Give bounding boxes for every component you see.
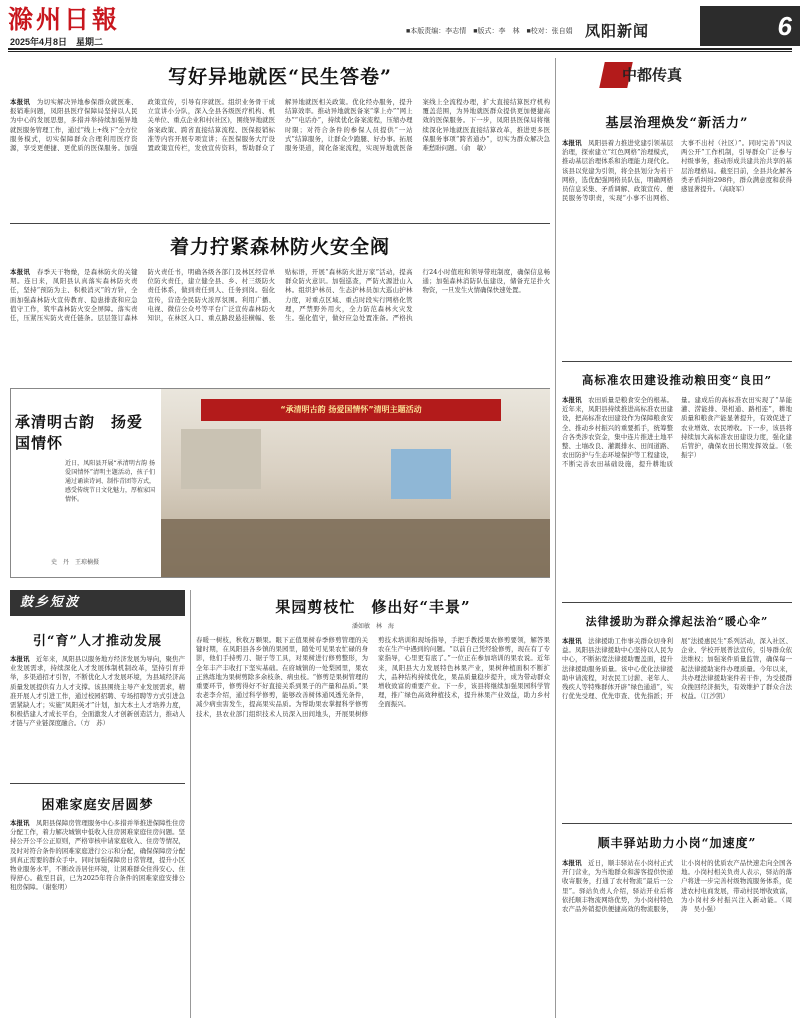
article-lead: 本报讯 [562, 396, 582, 404]
column-divider [555, 58, 556, 1018]
article-text: 法律援助工作事关群众切身利益。凤阳县法律援助中心坚持以人民为中心，不断拓宽法律援助覆盖面，提升法律援助服务质量。该中心优化法律援助申请流程，对农民工讨薪、老年人、残疾人等特殊群体开辟“绿色通道”，实行优先受理、优先审查、优先指派；开展“法援惠民生”系列活动，深入社区、企业、学校开展普法宣传，引导群众依法维权；加强案件质量监管，确保每一起法律援助案件办理质量。今年以来，共办理法律援助案件若干件，为受援群众挽回经济损失，有效维护了群众合法权益。 [562, 637, 792, 701]
issue-date: 2025年4月8日 星期二 [10, 37, 104, 47]
section-rule [10, 223, 550, 224]
article-text: 春季天干物燥，是森林防火的关键期。连日来，凤阳县认真落实森林防火责任，坚持“预防为主、积极消灭”的方针，全面加强森林防火宣传教育、隐患排查和应急值守工作，筑牢森林防火安全屏障。落实责任，压紧压实防火责任链条。层层签订森林防火责任书，明确各级各部门及林区经营单位防火责任，建立健全县、乡、村三级防火责任体系，做到责任到人、任务到岗。强化宣传，营造全民防火浓厚氛围。利用广播、电视、微信公众号等平台广泛宣传森林防火知识，在林区入口、重点路段悬挂横幅、张贴标语，开展“森林防火进万家”活动，提高群众防火意识。加强巡查，严防火源进山入林。组织护林员、生态护林员加大巡山护林力度，对重点区域、重点时段实行网格化管理，严禁野外用火，全力防范森林火灾发生。强化值守，做好应急处置准备。严格执行24小时值班和领导带班制度，确保信息畅通；加强森林消防队伍建设，储备充足扑火物资，一旦发生火情确保快速处置。 [10, 268, 550, 323]
photo-credit: 史 丹 王琼楠摄 [51, 559, 100, 566]
newspaper-logo: 滁州日報 [8, 5, 121, 34]
article-text: 凤阳县着力推进党建引领基层治理，探索建立“红色网格”治理模式，推动基层治理体系和治理能力现代化。该县以党建为引领，将全县划分为若干网格，选优配强网格员队伍，明确网格员信息采集、矛盾调解、政策宣传、便民服务等职责，实现“小事不出网格、大事不出村（社区）”。同时完善“四议两公开”工作机制，引导群众广泛参与村级事务，推动形成共建共治共享的基层治理格局。截至目前，全县共化解各类矛盾纠纷298件，群众满意度和获得感显著提升。 [562, 139, 792, 203]
section-title: 凤阳新闻 [585, 22, 650, 40]
article-remote-medical [10, 64, 550, 238]
article-orchard [196, 596, 550, 1024]
photo-feature-title: 承清明古韵 扬爱国情怀 [15, 413, 144, 452]
activity-photo [161, 389, 550, 577]
activity-banner-sign: “承清明古韵 扬爱国情怀”清明主题活动 [201, 399, 501, 421]
article-text: 农田质量是粮食安全的根基。近年来，凤阳县持续推进高标准农田建设，把高标准农田建设作为保障粮食安全、推动乡村振兴的重要抓手，统筹整合各类涉农资金，集中连片推进土地平整、土壤改良、灌溉排水、田间道路、农田防护与生态环境保护等工程建设，不断完善农田基础设施，提升耕地质量。建成后的高标准农田实现了“旱能灌、涝能排、渠相通、路相连”，耕地质量和粮食产能显著提升，有效促进了农业增效、农民增收。下一步，该县将持续加大高标准农田建设力度，强化建后管护，确保农田长期发挥效益。 [562, 396, 792, 469]
right-column [562, 58, 799, 974]
article-title: 困难家庭安居圆梦 [41, 798, 154, 813]
section-rule [562, 361, 792, 362]
photo-caption-panel [11, 389, 161, 577]
article-title: 着力拧紧森林防火安全阀 [169, 236, 390, 258]
photo-caption: 近日，凤阳县开展“承清明古韵 扬爱国情怀”清明主题活动，孩子们通过诵读诗词、制作青团等方式，感受传统节日文化魅力，厚植家国情怀。 [65, 460, 156, 503]
section-rule [562, 823, 792, 824]
section-rule [10, 783, 185, 784]
article-text: 春暖一树枝，秋收万颗果。眼下正值果树春季修剪管理的关键时期，在凤阳县各乡镇的果园里，随处可见果农忙碌的身影，他们手持剪刀、锯子等工具，对果树进行修剪整形，为全年丰产丰收打下坚实基础。在府城镇的一处梨园里，果农正熟练地为果树剪除多余枝条、病虫枝。“修剪是果树管理的重要环节，修剪得好不好直接关系到果子的产量和品质。”果农老李介绍，通过科学修剪，能够改善树体通风透光条件，减少病虫害发生，提高果实品质。为帮助果农掌握科学修剪技术，县农业部门组织技术人员深入田间地头，开展果树修剪技术培训和现场指导，手把手教授果农修剪要领，解答果农在生产中遇到的问题。“以前自己凭经验修剪，现在有了专家指导，心里更有底了。”一位正在参加培训的果农说。近年来，凤阳县大力发展特色林果产业，果树种植面积不断扩大，品种结构持续优化，果品质量稳步提升，成为带动群众增收致富的重要产业。下一步，该县将继续加强果园科学管理，推广绿色高效种植技术，提升林果产业效益，助力乡村全面振兴。 [196, 636, 550, 718]
masthead-rule [8, 48, 792, 50]
article-byline: 潘如敏 林 海 [351, 623, 394, 630]
children-group [161, 519, 550, 577]
article-farmland [562, 396, 792, 596]
brief-news-column [10, 590, 185, 994]
article-title: 引“育”人才推动发展 [33, 634, 162, 649]
zhongdu-header [562, 58, 792, 92]
article-lead: 本报讯 [562, 637, 582, 645]
article-lead: 本报讯 [562, 139, 582, 147]
article-credit: （谢张明） [41, 883, 71, 892]
article-credit: （江沙凯） [700, 692, 729, 701]
column-divider [190, 590, 191, 1018]
article-housing [10, 819, 185, 994]
section-rule [562, 602, 792, 603]
article-lead: 本报讯 [10, 98, 31, 106]
article-governance [562, 139, 792, 353]
article-text: 近日，顺丰驿站在小岗村正式开门营业，为当地群众和游客提供快递收寄服务，打通了农村物流“最后一公里”。驿站负责人介绍，驿站开业后将依托顺丰物流网络优势，为小岗村特色农产品外销提供便捷高效的物流服务，让小岗村的优质农产品快速走向全国各地。小岗村相关负责人表示，驿站的落户将进一步完善村级物流服务体系，促进农村电商发展，带动村民增收致富，为小岗村乡村振兴注入新动能。 [562, 859, 792, 914]
article-courier [562, 859, 799, 974]
article-title: 法律援助为群众撑起法治“暖心伞” [585, 615, 769, 628]
page-number: 6 [700, 6, 800, 46]
article-forest-fire [10, 234, 550, 374]
article-lead: 本报讯 [10, 655, 30, 663]
article-title: 高标准农田建设推动粮田变“良田” [581, 373, 773, 387]
article-title: 写好异地就医“民生答卷” [168, 66, 392, 88]
wall-display [181, 429, 261, 489]
masthead [8, 6, 792, 46]
article-title: 果园剪枝忙 修出好“丰景” [275, 598, 471, 616]
article-text: 近年来，凤阳县以服务地方经济发展为导向，聚焦产业发展需求，持续深化人才发展体制机制改革，坚持引育并举，多渠道招才引智，不断优化人才发展环境，为县域经济高质量发展提供有力人才支撑。该县围绕主导产业发展需求，精准开展人才引进工作，通过校园招聘、专场招聘等方式引进急需紧缺人才；实施“凤阳英才”计划，加大本土人才培养力度，积极搭建人才成长平台，全面激发人才创新创造活力，推动人才链与产业链深度融合。 [10, 655, 186, 728]
article-title: 顺丰驿站助力小岗“加速度” [597, 836, 757, 850]
article-credit: （周 涛 吴小强） [681, 895, 799, 914]
article-title: 基层治理焕发“新活力” [605, 116, 749, 131]
editor-credits: ■本版责编：李志情 ■版式：李 林 ■校对：张自娟 [406, 28, 573, 35]
article-credit: （张振宇） [681, 442, 792, 460]
article-lead: 本报讯 [562, 859, 582, 867]
zhongdu-logo: 中都传真 [622, 66, 683, 84]
article-talent [10, 655, 185, 775]
article-lead: 本报讯 [10, 819, 30, 827]
poster-board [391, 449, 451, 499]
article-credit: （方 苏） [80, 719, 110, 728]
masthead-rule-thin [8, 51, 792, 52]
brief-news-logo: 鼓乡短波 [10, 590, 185, 616]
photo-feature [10, 388, 550, 578]
article-credit: （高晓军） [719, 185, 749, 194]
article-credit: （俞 敏） [460, 144, 490, 153]
article-text: 为切实解决异地参保群众就医难、报销难问题，凤阳县医疗保障局坚持以人民为中心的发展思想，多措并举持续加强异地就医服务管理工作，通过“线上+线下”全方位服务模式，切实保障群众合理利用医疗资源，享受更便捷、更优质的医保服务。加强政策宣传，引导有序就医。组织业务骨干成立宣讲小分队，深入全县各级医疗机构、机关单位、重点企业和村(社区)，围绕异地就医备案政策、跨省直接结算流程、医保报销标准等内容开展专项宣讲；在医保服务大厅设置政策宣传栏，发放宣传资料，帮助群众了解异地就医相关政策。优化经办服务，提升结算效率。推动异地就医备案“掌上办”“网上办”“电话办”，持续优化备案流程，压缩办理时限；对符合条件的参保人员提供“一站式”结算服务，让群众少跑腿、好办事。拓展服务渠道，简化备案流程，实现异地就医备案线上全流程办理，扩大直接结算医疗机构覆盖范围，为异地就医群众提供更加便捷高效的医保服务。下一步，凤阳县医保局将继续深化异地就医直接结算改革，推进更多医保服务事项“跨省通办”，切实为群众解决急难愁盼问题。 [10, 98, 550, 153]
article-text: 凤阳县保障房管理服务中心多措并举推进保障性住房分配工作，着力解决城镇中低收入住房困难家庭住房问题。坚持公开公平公正原则，严格审核申请家庭收入、住房等情况，及时对符合条件的困难家庭进行公示和分配，确保保障房分配到真正需要的群众手中。同时加强保障房日常管理，提升小区物业服务水平，不断改善居住环境，让困难群众住得安心、住得舒心。截至目前，已为2025年符合条件的困难家庭安排公租房保障。 [10, 819, 186, 892]
article-lead: 本报讯 [10, 268, 31, 276]
article-legal-aid [562, 637, 792, 817]
